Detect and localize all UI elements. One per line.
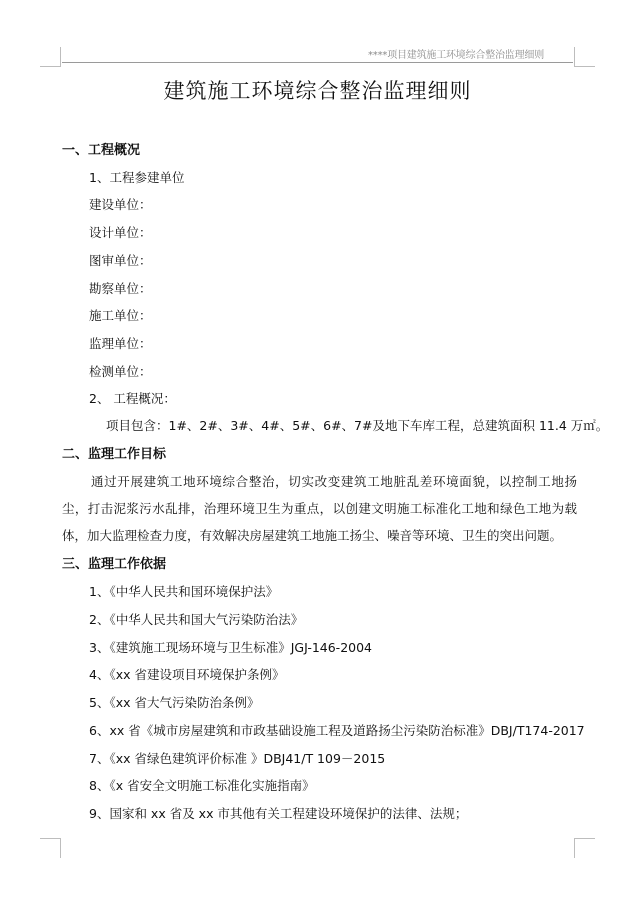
- basis-item: 4、《xx 省建设项目环境保护条例》: [89, 667, 285, 682]
- basis-item: 1、《中华人民共和国环境保护法》: [89, 584, 279, 599]
- page-header: ****项目建筑施工环境综合整治监理细则: [368, 50, 544, 61]
- section-heading-overview: 一、工程概况: [62, 143, 141, 158]
- unit-line: 建设单位：: [89, 197, 152, 212]
- unit-line: 图审单位：: [89, 253, 152, 268]
- basis-item: 3、《建筑施工现场环境与卫生标准》JGJ-146-2004: [89, 640, 373, 655]
- basis-item: 9、国家和 xx 省及 xx 市其他有关工程建设环境保护的法律、法规；: [89, 806, 468, 821]
- subheading-participants: 1、工程参建单位: [89, 170, 185, 185]
- section-heading-goals: 二、监理工作目标: [62, 447, 167, 462]
- basis-item: 7、《xx 省绿色建筑评价标准 》DBJ41/T 109－2015: [89, 751, 386, 766]
- basis-item: 5、《xx 省大气污染防治条例》: [89, 695, 260, 710]
- unit-line: 检测单位：: [89, 364, 152, 379]
- unit-line: 勘察单位：: [89, 281, 152, 296]
- goals-paragraph: 通过开展建筑工地环境综合整治，切实改变建筑工地脏乱差环境面貌，以控制工地扬尘，打击泥浆污水乱排，治理环境卫生为重点，以创建文明施工标准化工地和绿色工地为载体，加大监理检查力度，有效解决房屋建筑工地施工扬尘、噪音等环境、卫生的突出问题。: [62, 474, 577, 543]
- document-title: 建筑施工环境综合整治监理细则: [163, 79, 472, 103]
- unit-line: 监理单位：: [89, 336, 152, 351]
- section-heading-basis: 三、监理工作依据: [62, 557, 167, 572]
- overview-text: 项目包含：1#、2#、3#、4#、5#、6#、7#及地下车库工程，总建筑面积 11.4 万㎡。: [106, 418, 609, 433]
- header-divider: [62, 62, 573, 63]
- basis-item: 8、《x 省安全文明施工标准化实施指南》: [89, 778, 315, 793]
- unit-line: 设计单位：: [89, 225, 152, 240]
- unit-line: 施工单位：: [89, 308, 152, 323]
- subheading-overview: 2、 工程概况：: [89, 391, 176, 406]
- basis-item: 2、《中华人民共和国大气污染防治法》: [89, 612, 304, 627]
- basis-item: 6、xx 省《城市房屋建筑和市政基础设施工程及道路扬尘污染防治标准》DBJ/T174-2017: [89, 723, 585, 738]
